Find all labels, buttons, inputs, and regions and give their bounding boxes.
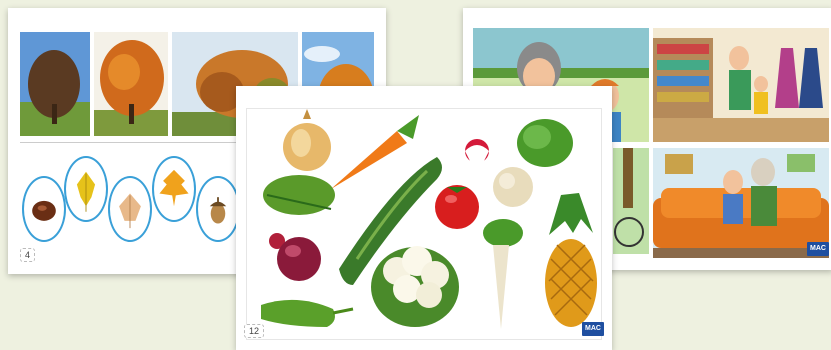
page-number: 12 — [244, 324, 264, 338]
scene-tree-bicycle — [613, 148, 649, 254]
pale-leaf-oval[interactable] — [108, 176, 152, 242]
acorn-oval[interactable] — [196, 176, 240, 242]
cauliflower-icon — [371, 246, 459, 327]
tree-photo-autumn — [94, 32, 168, 136]
tree-photo-winter — [20, 32, 90, 136]
pineapple-icon — [545, 193, 597, 327]
beetroot-icon — [269, 233, 321, 281]
vegetables-illustration — [247, 109, 603, 341]
tomato-icon — [435, 185, 479, 229]
center-card — [236, 86, 612, 350]
yellow-leaf-oval[interactable] — [64, 156, 108, 222]
radish-icon — [465, 139, 489, 163]
chestnut-oval[interactable] — [22, 176, 66, 242]
publisher-logo: MAC — [582, 322, 604, 336]
celery-leaves-icon — [517, 119, 573, 167]
orange-leaf-oval[interactable] — [152, 156, 196, 222]
scene-reading-sofa — [653, 148, 829, 258]
dill-icon — [263, 175, 335, 215]
cucumber-icon — [261, 300, 353, 327]
carrot-icon — [331, 115, 419, 189]
celeriac-icon — [493, 167, 533, 207]
vegetables-panel — [246, 108, 602, 340]
onion-icon — [283, 109, 331, 171]
scene-clothes-shop — [653, 28, 829, 142]
publisher-logo: MAC — [807, 242, 829, 256]
page-number: 4 — [20, 248, 35, 262]
parsley-root-icon — [483, 219, 523, 329]
